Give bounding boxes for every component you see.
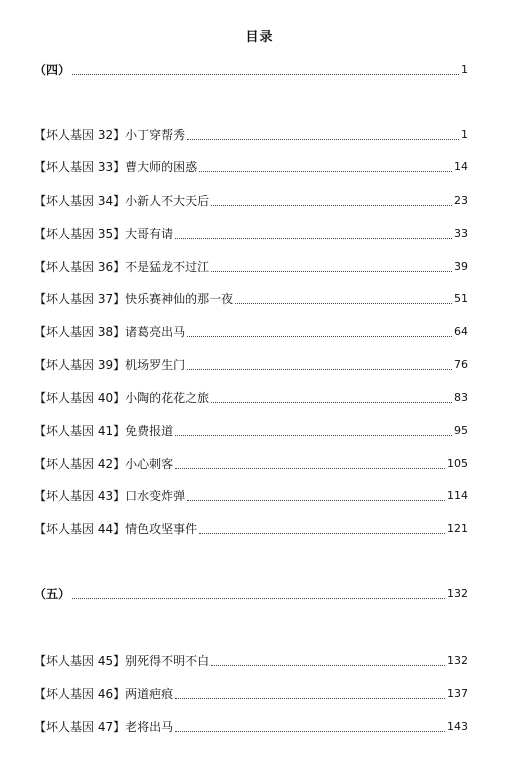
toc-entry-label: 【坏人基因 43】口水变炸弹	[34, 489, 186, 503]
toc-entry-43[interactable]	[34, 487, 468, 505]
toc-page-number: 132	[447, 587, 468, 600]
toc-entry-label: 【坏人基因 40】小陶的花花之旅	[34, 391, 210, 405]
dot-leader	[211, 664, 445, 666]
dot-leader	[211, 270, 452, 272]
dot-leader	[175, 237, 452, 239]
dot-leader	[235, 302, 452, 304]
toc-page-number: 51	[454, 292, 468, 305]
toc-entry-label: 【坏人基因 37】快乐赛神仙的那一夜	[34, 292, 234, 306]
dot-leader	[72, 597, 445, 599]
toc-entry-44[interactable]	[34, 520, 468, 538]
dot-leader	[187, 499, 445, 501]
toc-entry-42[interactable]	[34, 455, 468, 473]
toc-entry-36[interactable]	[34, 258, 468, 276]
toc-entry-34[interactable]	[34, 192, 468, 210]
toc-page-number: 64	[454, 325, 468, 338]
dot-leader	[187, 138, 459, 140]
toc-entry-32[interactable]	[34, 126, 468, 144]
toc-entry-label: 【坏人基因 32】小丁穿帮秀	[34, 128, 186, 142]
dot-leader	[175, 697, 445, 699]
toc-entry-41[interactable]	[34, 422, 468, 440]
toc-entry-label: 【坏人基因 33】曹大师的困惑	[34, 160, 198, 174]
toc-entry-38[interactable]	[34, 323, 468, 341]
toc-section-5[interactable]	[34, 585, 468, 603]
toc-title: 目录	[245, 30, 274, 45]
toc-entry-label: 【坏人基因 35】大哥有请	[34, 227, 174, 241]
toc-page-number: 14	[454, 160, 468, 173]
dot-leader	[211, 204, 452, 206]
toc-page-number: 95	[454, 424, 468, 437]
toc-entry-label: 【坏人基因 44】情色攻坚事件	[34, 522, 198, 536]
dot-leader	[199, 170, 452, 172]
toc-entry-label: 【坏人基因 45】别死得不明不白	[34, 654, 210, 668]
dot-leader	[72, 73, 459, 75]
toc-page-number: 1	[461, 128, 468, 141]
toc-section-label: （四）	[34, 63, 71, 77]
toc-page-number: 132	[447, 654, 468, 667]
toc-entry-label: 【坏人基因 34】小新人不大天后	[34, 194, 210, 208]
toc-page-number: 39	[454, 260, 468, 273]
toc-page-number: 76	[454, 358, 468, 371]
toc-entry-35[interactable]	[34, 225, 468, 243]
toc-page-number: 114	[447, 489, 468, 502]
toc-page-number: 83	[454, 391, 468, 404]
toc-page-number: 33	[454, 227, 468, 240]
toc-entry-33[interactable]	[34, 158, 468, 176]
dot-leader	[211, 401, 452, 403]
toc-page-number: 1	[461, 63, 468, 76]
dot-leader	[175, 434, 452, 436]
toc-entry-37[interactable]	[34, 290, 468, 308]
toc-entry-label: 【坏人基因 46】两道疤痕	[34, 687, 174, 701]
toc-page-number: 105	[447, 457, 468, 470]
dot-leader	[199, 532, 445, 534]
toc-page-number: 143	[447, 720, 468, 733]
toc-entry-label: 【坏人基因 39】机场罗生门	[34, 358, 186, 372]
toc-entry-label: 【坏人基因 38】诸葛亮出马	[34, 325, 186, 339]
dot-leader	[187, 335, 452, 337]
toc-entry-46[interactable]	[34, 685, 468, 703]
dot-leader	[175, 467, 445, 469]
dot-leader	[187, 368, 452, 370]
toc-entry-40[interactable]	[34, 389, 468, 407]
toc-section-label: （五）	[34, 587, 71, 601]
toc-entry-label: 【坏人基因 41】免费报道	[34, 424, 174, 438]
toc-entry-label: 【坏人基因 47】老将出马	[34, 720, 174, 734]
toc-entry-47[interactable]	[34, 718, 468, 736]
toc-section-4[interactable]	[34, 61, 468, 79]
toc-entry-45[interactable]	[34, 652, 468, 670]
dot-leader	[175, 730, 445, 732]
toc-entry-label: 【坏人基因 36】不是猛龙不过江	[34, 260, 210, 274]
toc-page-number: 23	[454, 194, 468, 207]
toc-entry-39[interactable]	[34, 356, 468, 374]
toc-entry-label: 【坏人基因 42】小心刺客	[34, 457, 174, 471]
toc-page-number: 137	[447, 687, 468, 700]
toc-page-number: 121	[447, 522, 468, 535]
